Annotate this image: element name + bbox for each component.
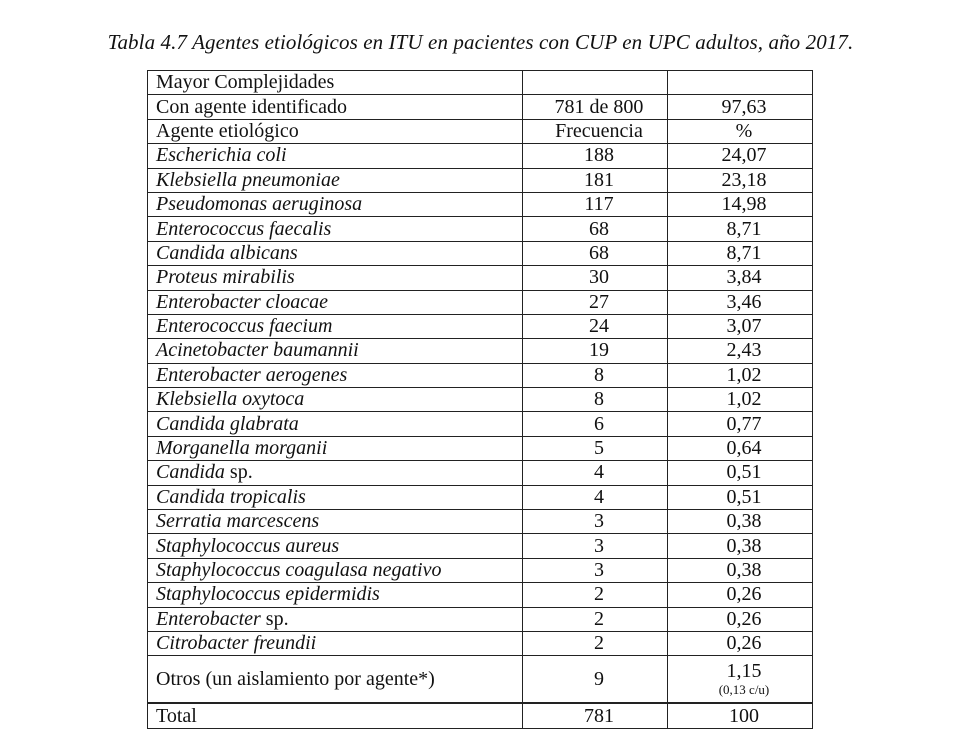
percent-cell: 23,18 bbox=[668, 168, 813, 192]
percent-cell: 1,02 bbox=[668, 388, 813, 412]
column-header-row bbox=[148, 119, 813, 143]
table-row bbox=[148, 631, 813, 655]
others-frequency: 9 bbox=[523, 656, 668, 704]
complexity-empty-cell bbox=[668, 71, 813, 95]
agent-name-cell bbox=[148, 412, 523, 436]
frequency-cell: 30 bbox=[523, 266, 668, 290]
column-header-frequency: Frecuencia bbox=[523, 119, 668, 143]
agent-name-cell bbox=[148, 583, 523, 607]
total-percent: 100 bbox=[668, 703, 813, 728]
agent-name: Pseudomonas aeruginosa bbox=[156, 193, 363, 216]
agent-suffix: sp. bbox=[229, 461, 253, 484]
agent-name-cell bbox=[148, 388, 523, 412]
table-row bbox=[148, 436, 813, 460]
agent-name: Acinetobacter baumannii bbox=[156, 339, 359, 362]
agent-name-cell bbox=[148, 363, 523, 387]
frequency-cell: 3 bbox=[523, 558, 668, 582]
total-frequency: 781 bbox=[523, 703, 668, 728]
identified-count: 781 de 800 bbox=[523, 95, 668, 119]
complexity-empty-cell bbox=[523, 71, 668, 95]
table-row bbox=[148, 192, 813, 216]
table-row bbox=[148, 412, 813, 436]
percent-cell: 0,77 bbox=[668, 412, 813, 436]
agent-name-cell bbox=[148, 144, 523, 168]
table-row bbox=[148, 534, 813, 558]
agent-name: Candida glabrata bbox=[156, 412, 299, 435]
percent-cell: 24,07 bbox=[668, 144, 813, 168]
others-percent: 1,15 bbox=[726, 659, 762, 682]
frequency-cell: 68 bbox=[523, 241, 668, 265]
agent-name-cell bbox=[148, 485, 523, 509]
agent-name: Staphylococcus coagulasa negativo bbox=[156, 559, 442, 581]
complexity-label: Mayor Complejidades bbox=[148, 71, 523, 95]
table-row bbox=[148, 363, 813, 387]
agent-name-cell bbox=[148, 266, 523, 290]
percent-cell: 14,98 bbox=[668, 192, 813, 216]
agent-name: Serratia marcescens bbox=[156, 510, 320, 533]
agent-name: Enterobacter cloacae bbox=[156, 290, 328, 313]
table-row bbox=[148, 339, 813, 363]
frequency-cell: 27 bbox=[523, 290, 668, 314]
table-row bbox=[148, 461, 813, 485]
percent-cell: 0,26 bbox=[668, 631, 813, 655]
frequency-cell: 3 bbox=[523, 534, 668, 558]
frequency-cell: 8 bbox=[523, 363, 668, 387]
agent-name: Klebsiella oxytoca bbox=[156, 388, 305, 411]
agent-name-cell bbox=[148, 290, 523, 314]
percent-cell: 2,43 bbox=[668, 339, 813, 363]
others-percent-cell bbox=[668, 656, 813, 704]
agent-name-cell bbox=[148, 339, 523, 363]
table-caption: Tabla 4.7 Agentes etiológicos en ITU en pacientes con CUP en UPC adultos, año 2017. bbox=[107, 30, 854, 54]
agent-name: Staphylococcus aureus bbox=[156, 534, 340, 557]
table-row bbox=[148, 314, 813, 338]
others-percent-note: (0,13 c/u) bbox=[718, 681, 770, 697]
table-row bbox=[148, 583, 813, 607]
agent-name-cell bbox=[148, 534, 523, 558]
table-row bbox=[148, 217, 813, 241]
agent-name: Klebsiella pneumoniae bbox=[156, 168, 340, 191]
agent-name-cell bbox=[148, 607, 523, 631]
frequency-cell: 24 bbox=[523, 314, 668, 338]
frequency-cell: 5 bbox=[523, 436, 668, 460]
percent-cell: 0,26 bbox=[668, 583, 813, 607]
frequency-cell: 4 bbox=[523, 485, 668, 509]
frequency-cell: 188 bbox=[523, 144, 668, 168]
table-row bbox=[148, 485, 813, 509]
table-row bbox=[148, 290, 813, 314]
table-row bbox=[148, 510, 813, 534]
agent-name-cell bbox=[148, 461, 523, 485]
etiologic-agents-table bbox=[147, 70, 813, 729]
percent-cell: 1,02 bbox=[668, 363, 813, 387]
frequency-cell: 19 bbox=[523, 339, 668, 363]
table-row bbox=[148, 241, 813, 265]
agent-name: Citrobacter freundii bbox=[156, 632, 317, 655]
frequency-cell: 2 bbox=[523, 631, 668, 655]
agent-name-cell bbox=[148, 241, 523, 265]
table-row bbox=[148, 558, 813, 582]
percent-cell: 3,84 bbox=[668, 266, 813, 290]
frequency-cell: 117 bbox=[523, 192, 668, 216]
column-header-agent: Agente etiológico bbox=[148, 119, 523, 143]
percent-cell: 0,38 bbox=[668, 558, 813, 582]
percent-cell: 3,07 bbox=[668, 314, 813, 338]
agent-suffix: sp. bbox=[265, 607, 289, 630]
percent-cell: 0,38 bbox=[668, 534, 813, 558]
percent-cell: 0,26 bbox=[668, 607, 813, 631]
agent-name-cell bbox=[148, 314, 523, 338]
frequency-cell: 8 bbox=[523, 388, 668, 412]
agent-name: Enterococcus faecalis bbox=[156, 217, 332, 240]
frequency-cell: 181 bbox=[523, 168, 668, 192]
agent-name-cell bbox=[148, 510, 523, 534]
frequency-cell: 68 bbox=[523, 217, 668, 241]
identified-pct: 97,63 bbox=[668, 95, 813, 119]
agent-name: Staphylococcus epidermidis bbox=[156, 583, 380, 606]
total-label: Total bbox=[148, 703, 523, 728]
percent-cell: 3,46 bbox=[668, 290, 813, 314]
agent-name: Escherichia coli bbox=[156, 144, 287, 167]
agent-name-cell bbox=[148, 436, 523, 460]
frequency-cell: 4 bbox=[523, 461, 668, 485]
identified-label: Con agente identificado bbox=[148, 95, 523, 119]
percent-cell: 0,38 bbox=[668, 510, 813, 534]
agent-name: Enterobacter bbox=[156, 607, 261, 630]
agent-name-cell bbox=[148, 558, 523, 582]
table-row bbox=[148, 168, 813, 192]
agent-name: Candida tropicalis bbox=[156, 485, 306, 508]
identified-row bbox=[148, 95, 813, 119]
agent-name: Candida bbox=[156, 461, 225, 484]
column-header-percent: % bbox=[668, 119, 813, 143]
complexity-row bbox=[148, 71, 813, 95]
agent-name-cell bbox=[148, 192, 523, 216]
others-label: Otros (un aislamiento por agente*) bbox=[148, 656, 523, 704]
percent-cell: 8,71 bbox=[668, 217, 813, 241]
table-row bbox=[148, 607, 813, 631]
agent-name: Candida albicans bbox=[156, 241, 298, 264]
table-row bbox=[148, 144, 813, 168]
table-row bbox=[148, 388, 813, 412]
frequency-cell: 2 bbox=[523, 583, 668, 607]
frequency-cell: 3 bbox=[523, 510, 668, 534]
percent-cell: 8,71 bbox=[668, 241, 813, 265]
agent-name: Enterococcus faecium bbox=[156, 315, 333, 338]
total-row bbox=[148, 703, 813, 728]
agent-name: Enterobacter aerogenes bbox=[156, 363, 348, 386]
agent-name-cell bbox=[148, 168, 523, 192]
agent-name: Morganella morganii bbox=[156, 437, 328, 460]
others-row bbox=[148, 656, 813, 704]
frequency-cell: 2 bbox=[523, 607, 668, 631]
agent-name: Proteus mirabilis bbox=[156, 266, 295, 289]
table-row bbox=[148, 266, 813, 290]
percent-cell: 0,51 bbox=[668, 485, 813, 509]
percent-cell: 0,51 bbox=[668, 461, 813, 485]
frequency-cell: 6 bbox=[523, 412, 668, 436]
agent-name-cell bbox=[148, 217, 523, 241]
percent-cell: 0,64 bbox=[668, 436, 813, 460]
agent-name-cell bbox=[148, 631, 523, 655]
